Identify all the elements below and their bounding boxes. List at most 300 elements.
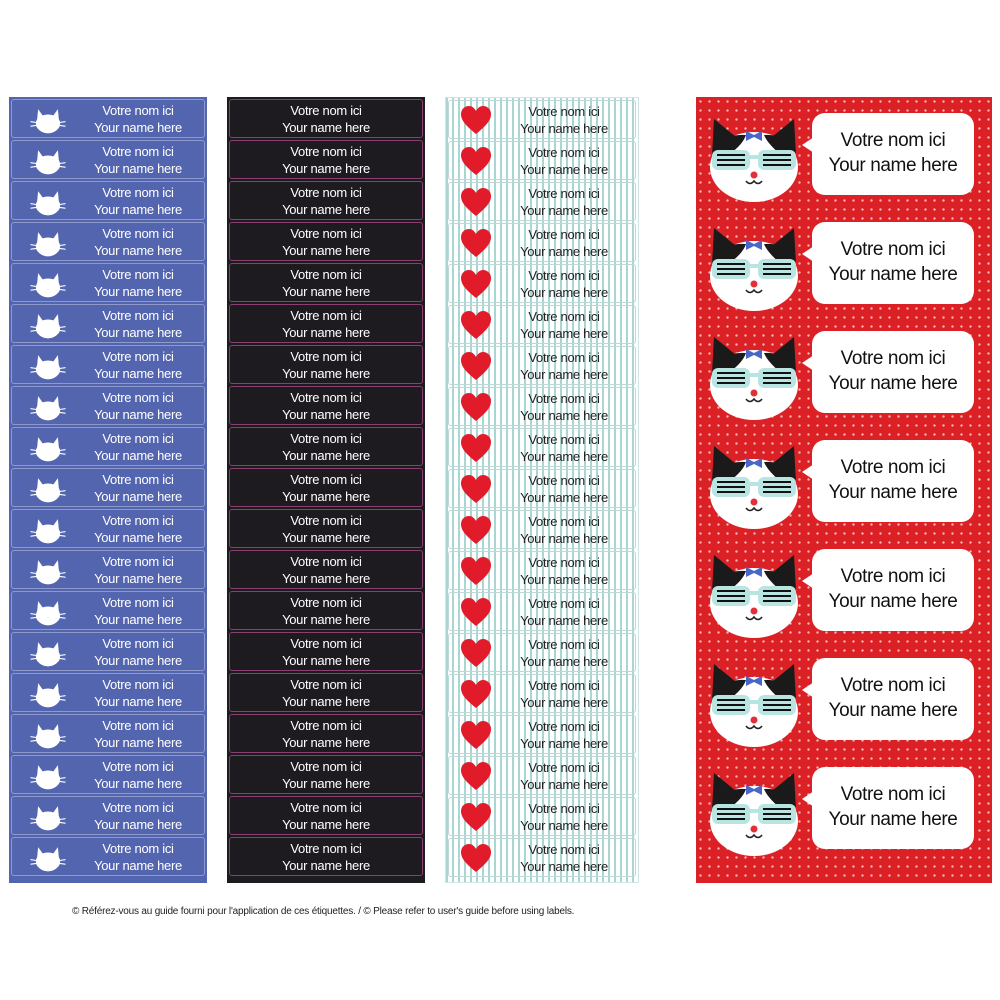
name-line-fr: Votre nom ici <box>290 267 362 282</box>
label-text <box>230 103 422 136</box>
speech-bubble <box>812 113 974 195</box>
name-label <box>229 386 423 425</box>
name-label <box>229 591 423 630</box>
name-line-en: Your name here <box>94 447 182 463</box>
label-text <box>493 391 635 424</box>
name-line-fr: Votre nom ici <box>528 760 600 775</box>
name-line-en: Your name here <box>828 809 958 830</box>
heart-icon <box>459 718 493 752</box>
name-line-en: Your name here <box>94 283 182 299</box>
label-text <box>230 431 422 464</box>
name-line-en: Your name here <box>282 447 370 463</box>
name-label <box>11 673 205 712</box>
label-text <box>812 564 974 614</box>
cat-head-icon <box>30 554 66 586</box>
name-line-en: Your name here <box>520 284 608 300</box>
name-label <box>448 715 636 754</box>
cat-head-icon <box>30 595 66 627</box>
name-line-fr: Votre nom ici <box>102 103 174 118</box>
name-line-fr: Votre nom ici <box>102 308 174 323</box>
cat-with-sunglasses-icon <box>706 442 802 530</box>
name-line-fr: Votre nom ici <box>102 841 174 856</box>
label-text <box>812 673 974 723</box>
cat-head-icon <box>30 677 66 709</box>
name-line-en: Your name here <box>520 530 608 546</box>
name-label <box>448 264 636 303</box>
name-line-en: Your name here <box>94 611 182 627</box>
name-label <box>229 837 423 876</box>
name-line-fr: Votre nom ici <box>528 514 600 529</box>
name-line-fr: Votre nom ici <box>102 226 174 241</box>
name-line-en: Your name here <box>282 242 370 258</box>
name-line-en: Your name here <box>520 202 608 218</box>
name-line-en: Your name here <box>94 488 182 504</box>
cat-with-sunglasses-icon <box>706 333 802 421</box>
name-line-fr: Votre nom ici <box>102 513 174 528</box>
name-line-fr: Votre nom ici <box>528 555 600 570</box>
name-line-en: Your name here <box>282 488 370 504</box>
name-line-en: Your name here <box>520 858 608 874</box>
name-line-en: Your name here <box>520 653 608 669</box>
heart-icon <box>459 759 493 793</box>
name-line-en: Your name here <box>828 482 958 503</box>
name-label <box>448 346 636 385</box>
name-line-en: Your name here <box>94 119 182 135</box>
label-text <box>230 677 422 710</box>
name-line-en: Your name here <box>94 324 182 340</box>
name-line-fr: Votre nom ici <box>528 719 600 734</box>
name-label <box>448 387 636 426</box>
label-text <box>72 554 204 587</box>
name-label <box>229 345 423 384</box>
name-label <box>229 632 423 671</box>
heart-icon <box>459 513 493 547</box>
label-text <box>812 128 974 178</box>
name-label <box>229 550 423 589</box>
label-text <box>230 472 422 505</box>
name-label <box>11 263 205 302</box>
name-line-en: Your name here <box>94 857 182 873</box>
name-line-fr: Votre nom ici <box>102 390 174 405</box>
label-text <box>493 309 635 342</box>
name-line-en: Your name here <box>520 325 608 341</box>
name-label <box>448 469 636 508</box>
cat-head-icon <box>30 103 66 135</box>
name-line-fr: Votre nom ici <box>840 784 946 805</box>
name-line-en: Your name here <box>520 694 608 710</box>
cat-head-icon <box>30 718 66 750</box>
black-label-column <box>227 97 425 883</box>
name-line-fr: Votre nom ici <box>840 675 946 696</box>
name-line-fr: Votre nom ici <box>528 432 600 447</box>
name-line-en: Your name here <box>94 693 182 709</box>
cat-with-sunglasses-icon <box>706 115 802 203</box>
name-label <box>448 592 636 631</box>
speech-bubble <box>812 549 974 631</box>
label-text <box>230 595 422 628</box>
name-line-fr: Votre nom ici <box>528 678 600 693</box>
name-line-en: Your name here <box>520 448 608 464</box>
name-label <box>11 99 205 138</box>
label-text <box>72 841 204 874</box>
name-label <box>229 673 423 712</box>
cat-head-icon <box>30 431 66 463</box>
label-text <box>493 842 635 875</box>
speech-bubble <box>812 222 974 304</box>
label-text <box>72 677 204 710</box>
name-line-en: Your name here <box>282 406 370 422</box>
label-text <box>812 237 974 287</box>
usage-note: © Référez-vous au guide fourni pour l'application de ces étiquettes. / © Please refer to user's guide before using labels. <box>72 906 575 917</box>
name-line-fr: Votre nom ici <box>102 349 174 364</box>
name-line-fr: Votre nom ici <box>102 185 174 200</box>
red-sticker-column <box>696 97 992 883</box>
name-line-fr: Votre nom ici <box>290 636 362 651</box>
name-line-fr: Votre nom ici <box>528 186 600 201</box>
name-line-fr: Votre nom ici <box>528 637 600 652</box>
name-line-en: Your name here <box>94 734 182 750</box>
label-text <box>230 554 422 587</box>
heart-icon <box>459 144 493 178</box>
label-text <box>72 390 204 423</box>
label-text <box>72 800 204 833</box>
name-line-fr: Votre nom ici <box>290 759 362 774</box>
label-text <box>72 718 204 751</box>
heart-icon <box>459 103 493 137</box>
name-line-en: Your name here <box>282 201 370 217</box>
label-text <box>230 267 422 300</box>
name-line-fr: Votre nom ici <box>102 800 174 815</box>
name-line-fr: Votre nom ici <box>290 185 362 200</box>
label-text <box>72 513 204 546</box>
name-line-fr: Votre nom ici <box>840 566 946 587</box>
speech-bubble <box>812 767 974 849</box>
name-label <box>11 550 205 589</box>
cat-with-sunglasses-icon <box>706 551 802 639</box>
name-line-fr: Votre nom ici <box>528 309 600 324</box>
name-label <box>448 510 636 549</box>
label-text <box>230 759 422 792</box>
name-line-en: Your name here <box>282 119 370 135</box>
cat-head-icon <box>30 226 66 258</box>
name-label <box>229 714 423 753</box>
name-line-en: Your name here <box>828 700 958 721</box>
speech-bubble <box>812 331 974 413</box>
label-text <box>72 267 204 300</box>
name-line-en: Your name here <box>94 570 182 586</box>
name-label <box>448 182 636 221</box>
label-text <box>493 555 635 588</box>
name-line-fr: Votre nom ici <box>290 431 362 446</box>
label-text <box>230 185 422 218</box>
name-label <box>448 674 636 713</box>
heart-icon <box>459 472 493 506</box>
cat-name-sticker <box>696 222 992 312</box>
name-label <box>11 755 205 794</box>
name-line-en: Your name here <box>282 529 370 545</box>
name-line-fr: Votre nom ici <box>290 226 362 241</box>
name-line-fr: Votre nom ici <box>528 145 600 160</box>
label-text <box>72 759 204 792</box>
name-line-fr: Votre nom ici <box>528 842 600 857</box>
name-label <box>11 796 205 835</box>
label-text <box>493 227 635 260</box>
name-line-fr: Votre nom ici <box>102 636 174 651</box>
label-text <box>230 390 422 423</box>
name-line-en: Your name here <box>520 776 608 792</box>
label-text <box>493 350 635 383</box>
name-line-en: Your name here <box>282 693 370 709</box>
name-label <box>229 509 423 548</box>
cat-name-sticker <box>696 331 992 421</box>
name-line-en: Your name here <box>828 264 958 285</box>
name-line-fr: Votre nom ici <box>528 350 600 365</box>
name-line-fr: Votre nom ici <box>840 457 946 478</box>
name-line-en: Your name here <box>282 283 370 299</box>
name-line-en: Your name here <box>94 529 182 545</box>
name-label <box>229 181 423 220</box>
heart-icon <box>459 800 493 834</box>
name-label <box>229 755 423 794</box>
cat-head-icon <box>30 759 66 791</box>
name-line-en: Your name here <box>94 365 182 381</box>
name-line-en: Your name here <box>94 242 182 258</box>
name-label <box>11 304 205 343</box>
heart-icon <box>459 841 493 875</box>
name-label <box>448 305 636 344</box>
name-label <box>11 140 205 179</box>
name-line-en: Your name here <box>94 652 182 668</box>
cat-head-icon <box>30 390 66 422</box>
striped-heart-label-sheet <box>445 97 639 883</box>
name-line-en: Your name here <box>94 160 182 176</box>
label-text <box>230 226 422 259</box>
label-text <box>493 801 635 834</box>
name-line-en: Your name here <box>828 373 958 394</box>
name-label <box>448 551 636 590</box>
cat-head-icon <box>30 800 66 832</box>
label-text <box>812 455 974 505</box>
label-text <box>72 349 204 382</box>
name-line-fr: Votre nom ici <box>102 718 174 733</box>
name-label <box>448 428 636 467</box>
speech-bubble <box>812 440 974 522</box>
name-line-en: Your name here <box>520 571 608 587</box>
name-label <box>229 304 423 343</box>
label-text <box>493 514 635 547</box>
heart-icon <box>459 267 493 301</box>
name-label <box>229 263 423 302</box>
name-line-fr: Votre nom ici <box>290 841 362 856</box>
cat-name-sticker <box>696 767 992 857</box>
speech-bubble <box>812 658 974 740</box>
name-label <box>229 140 423 179</box>
name-label <box>11 468 205 507</box>
label-text <box>493 473 635 506</box>
name-line-fr: Votre nom ici <box>528 596 600 611</box>
name-label <box>11 181 205 220</box>
name-line-fr: Votre nom ici <box>290 800 362 815</box>
name-label <box>11 386 205 425</box>
name-line-en: Your name here <box>520 407 608 423</box>
label-text <box>72 595 204 628</box>
name-line-en: Your name here <box>94 775 182 791</box>
name-line-en: Your name here <box>520 735 608 751</box>
label-text <box>230 513 422 546</box>
label-text <box>493 760 635 793</box>
name-line-en: Your name here <box>520 120 608 136</box>
name-line-en: Your name here <box>828 155 958 176</box>
name-label <box>448 100 636 139</box>
heart-icon <box>459 185 493 219</box>
label-text <box>493 186 635 219</box>
cat-head-icon <box>30 513 66 545</box>
name-line-en: Your name here <box>520 366 608 382</box>
cat-head-icon <box>30 144 66 176</box>
label-text <box>72 185 204 218</box>
name-line-fr: Votre nom ici <box>528 391 600 406</box>
heart-icon <box>459 554 493 588</box>
name-line-fr: Votre nom ici <box>840 239 946 260</box>
cat-name-sticker <box>696 113 992 203</box>
cat-name-sticker <box>696 549 992 639</box>
cat-head-icon <box>30 185 66 217</box>
blue-label-column <box>9 97 207 883</box>
name-line-en: Your name here <box>282 570 370 586</box>
name-line-fr: Votre nom ici <box>528 801 600 816</box>
name-line-en: Your name here <box>282 857 370 873</box>
label-text <box>230 800 422 833</box>
name-label <box>229 99 423 138</box>
striped-label-column <box>446 98 638 882</box>
cat-head-icon <box>30 308 66 340</box>
name-line-fr: Votre nom ici <box>290 472 362 487</box>
name-line-en: Your name here <box>94 201 182 217</box>
label-text <box>812 782 974 832</box>
name-label <box>11 632 205 671</box>
heart-icon <box>459 390 493 424</box>
cat-name-sticker <box>696 658 992 748</box>
name-line-en: Your name here <box>282 652 370 668</box>
name-line-fr: Votre nom ici <box>290 103 362 118</box>
name-label <box>11 427 205 466</box>
name-label <box>229 468 423 507</box>
name-label <box>11 345 205 384</box>
heart-icon <box>459 595 493 629</box>
cat-head-icon <box>30 349 66 381</box>
label-text <box>493 719 635 752</box>
name-line-en: Your name here <box>282 734 370 750</box>
heart-icon <box>459 636 493 670</box>
heart-icon <box>459 349 493 383</box>
name-label <box>448 141 636 180</box>
name-label <box>229 796 423 835</box>
label-text <box>72 472 204 505</box>
label-text <box>493 432 635 465</box>
name-line-en: Your name here <box>94 406 182 422</box>
name-label <box>448 756 636 795</box>
label-text <box>72 226 204 259</box>
name-line-fr: Votre nom ici <box>102 472 174 487</box>
name-line-en: Your name here <box>520 489 608 505</box>
name-label <box>448 223 636 262</box>
label-text <box>493 104 635 137</box>
name-line-fr: Votre nom ici <box>290 144 362 159</box>
name-line-en: Your name here <box>520 817 608 833</box>
cat-name-sticker <box>696 440 992 530</box>
name-label <box>11 714 205 753</box>
cat-head-icon <box>30 636 66 668</box>
label-text <box>493 145 635 178</box>
cat-head-icon <box>30 267 66 299</box>
heart-icon <box>459 431 493 465</box>
label-text <box>72 144 204 177</box>
name-line-fr: Votre nom ici <box>102 144 174 159</box>
name-label <box>11 509 205 548</box>
label-text <box>72 103 204 136</box>
name-line-fr: Votre nom ici <box>290 554 362 569</box>
name-line-fr: Votre nom ici <box>528 227 600 242</box>
label-text <box>230 308 422 341</box>
name-line-fr: Votre nom ici <box>102 431 174 446</box>
label-text <box>230 349 422 382</box>
red-cat-sticker-sheet <box>696 97 992 883</box>
label-text <box>230 841 422 874</box>
name-line-fr: Votre nom ici <box>528 268 600 283</box>
blue-cat-label-sheet <box>9 97 207 883</box>
name-label <box>448 838 636 877</box>
name-label <box>448 797 636 836</box>
cat-with-sunglasses-icon <box>706 660 802 748</box>
name-line-fr: Votre nom ici <box>102 759 174 774</box>
label-text <box>493 268 635 301</box>
name-line-fr: Votre nom ici <box>290 349 362 364</box>
label-text <box>493 637 635 670</box>
name-label <box>11 591 205 630</box>
name-line-en: Your name here <box>520 243 608 259</box>
name-line-en: Your name here <box>520 612 608 628</box>
label-text <box>72 308 204 341</box>
name-line-en: Your name here <box>282 816 370 832</box>
name-label <box>11 222 205 261</box>
name-line-fr: Votre nom ici <box>528 473 600 488</box>
label-text <box>230 144 422 177</box>
name-line-fr: Votre nom ici <box>290 595 362 610</box>
cat-head-icon <box>30 472 66 504</box>
name-line-en: Your name here <box>282 775 370 791</box>
name-line-fr: Votre nom ici <box>528 104 600 119</box>
name-line-fr: Votre nom ici <box>102 677 174 692</box>
name-label <box>448 633 636 672</box>
label-text <box>72 431 204 464</box>
name-line-en: Your name here <box>282 324 370 340</box>
name-line-fr: Votre nom ici <box>290 308 362 323</box>
label-text <box>230 718 422 751</box>
name-line-fr: Votre nom ici <box>290 390 362 405</box>
heart-icon <box>459 677 493 711</box>
name-line-en: Your name here <box>94 816 182 832</box>
cat-head-icon <box>30 841 66 873</box>
label-text <box>812 346 974 396</box>
name-line-en: Your name here <box>520 161 608 177</box>
name-line-fr: Votre nom ici <box>290 677 362 692</box>
cat-with-sunglasses-icon <box>706 769 802 857</box>
name-line-en: Your name here <box>282 611 370 627</box>
name-label <box>229 222 423 261</box>
name-line-fr: Votre nom ici <box>840 130 946 151</box>
heart-icon <box>459 226 493 260</box>
label-text <box>72 636 204 669</box>
